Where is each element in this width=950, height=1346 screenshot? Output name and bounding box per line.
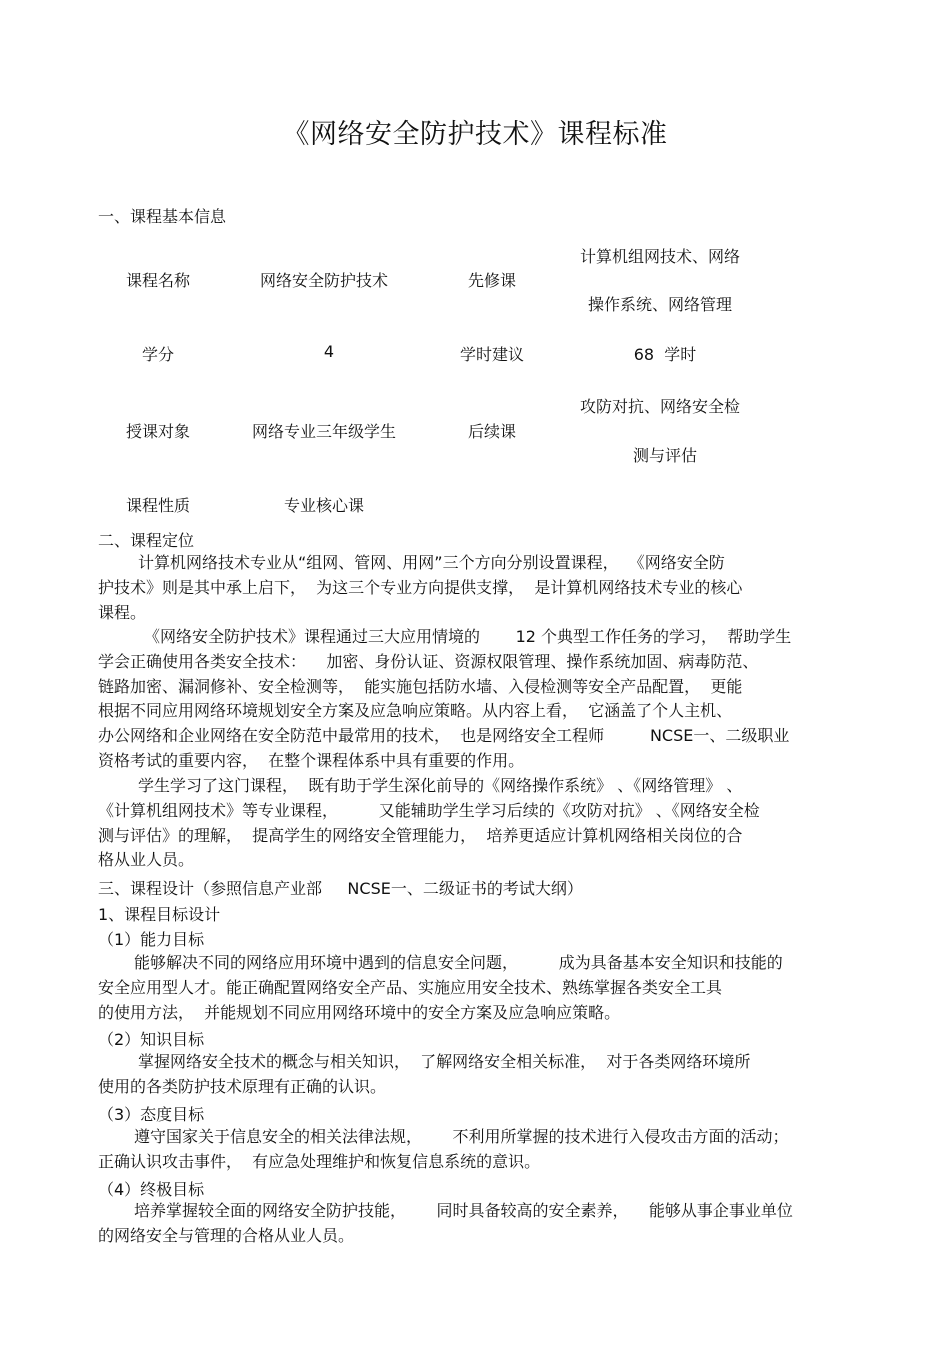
text-line: 遵守国家关于信息安全的相关法律法规， 不利用所掌握的技术进行入侵攻击方面的活动； [134,1127,789,1146]
text-line: 资格考试的重要内容， 在整个课程体系中具有重要的作用。 [98,750,525,770]
follow-up-course-value-line1: 攻防对抗、网络安全检 [579,397,740,416]
goal-ability-text [98,951,858,1025]
text-line: 培养掌握较全面的网络安全防护技能， 同时具备较高的安全素养， 能够从事企事业单位 [134,1201,793,1220]
text-line: 《计算机组网技术》等专业课程， 又能辅助学生学习后续的《攻防对抗》 、《网络安全检 [98,800,760,820]
text-line: 安全应用型人才。能正确配置网络安全产品、实施应用安全技术、熟练掌握各类安全工具 [98,977,723,997]
credit-value: 4 [323,342,335,361]
text-line: 格从业人员。 [98,850,195,870]
paragraph-positioning-3 [98,774,858,873]
text-line: 的使用方法， 并能规划不同应用网络环境中的安全方案及应急响应策略。 [98,1002,621,1022]
goal-attitude-heading: （3）态度目标 [98,1105,205,1124]
goal-ability-heading: （1）能力目标 [98,930,205,949]
hours-label: 学时建议 [459,345,524,364]
goal-knowledge-text [98,1050,858,1100]
text-line: 测与评估》的理解， 提高学生的网络安全管理能力， 培养更适应计算机网络相关岗位的合 [98,825,743,845]
text-line: 链路加密、漏洞修补、安全检测等， 能实施包括防水墙、入侵检测等安全产品配置， 更能 [98,676,743,696]
goal-attitude-text [98,1125,858,1175]
text-line: 计算机网络技术专业从“组网、管网、用网”三个方向分别设置课程， 《网络安全防 [138,553,725,572]
course-name-value: 网络安全防护技术 [259,271,388,290]
text-line: 能够解决不同的网络应用环境中遇到的信息安全问题， 成为具备基本安全知识和技能的 [134,953,783,972]
course-nature-value: 专业核心课 [283,496,364,515]
document-title: 《网络安全防护技术》课程标准 [282,119,668,150]
section-heading-design: 三、课程设计（参照信息产业部 NCSE一、二级证书的考试大纲） [98,879,583,898]
goal-ultimate-text [98,1199,858,1249]
section-heading-positioning: 二、课程定位 [98,531,195,550]
hours-value: 68 学时 [633,345,697,364]
prerequisite-label: 先修课 [467,271,516,290]
prerequisite-value-line2: 操作系统、网络管理 [587,295,732,314]
text-line: 掌握网络安全技术的概念与相关知识， 了解网络安全相关标准， 对于各类网络环境所 [138,1052,751,1071]
section-heading-basic-info: 一、课程基本信息 [98,207,227,226]
text-line: 学生学习了这门课程， 既有助于学生深化前导的《网络操作系统》 、《网络管理》 、 [138,776,743,795]
paragraph-positioning-2 [98,625,858,774]
text-line: 的网络安全与管理的合格从业人员。 [98,1225,355,1245]
course-nature-label: 课程性质 [125,496,190,515]
subsection-heading-goals: 1、课程目标设计 [98,905,221,924]
goal-knowledge-heading: （2）知识目标 [98,1030,205,1049]
follow-up-course-label: 后续课 [467,422,516,441]
text-line: 护技术》则是其中承上启下， 为这三个专业方向提供支撑， 是计算机网络技术专业的核心 [98,577,743,597]
target-audience-value: 网络专业三年级学生 [251,422,396,441]
text-line: 使用的各类防护技术原理有正确的认识。 [98,1076,387,1096]
paragraph-positioning-1 [98,551,858,625]
text-line: 课程。 [98,602,147,622]
text-line: 学会正确使用各类安全技术： 加密、身份认证、资源权限管理、操作系统加固、病毒防范、 [98,651,759,671]
credit-label: 学分 [141,345,174,364]
course-name-label: 课程名称 [125,271,190,290]
prerequisite-value-line1: 计算机组网技术、网络 [579,247,740,266]
text-line: 《网络安全防护技术》课程通过三大应用情境的 12 个典型工作任务的学习， 帮助学生 [144,627,792,646]
target-audience-label: 授课对象 [125,422,190,441]
text-line: 根据不同应用网络环境规划安全方案及应急响应策略。从内容上看， 它涵盖了个人主机、 [98,701,733,721]
text-line: 正确认识攻击事件， 有应急处理维护和恢复信息系统的意识。 [98,1151,541,1171]
goal-ultimate-heading: （4）终极目标 [98,1180,205,1199]
follow-up-course-value-line2: 测与评估 [632,446,697,465]
text-line: 办公网络和企业网络在安全防范中最常用的技术， 也是网络安全工程师 NCSE一、二级职业 [98,726,790,746]
